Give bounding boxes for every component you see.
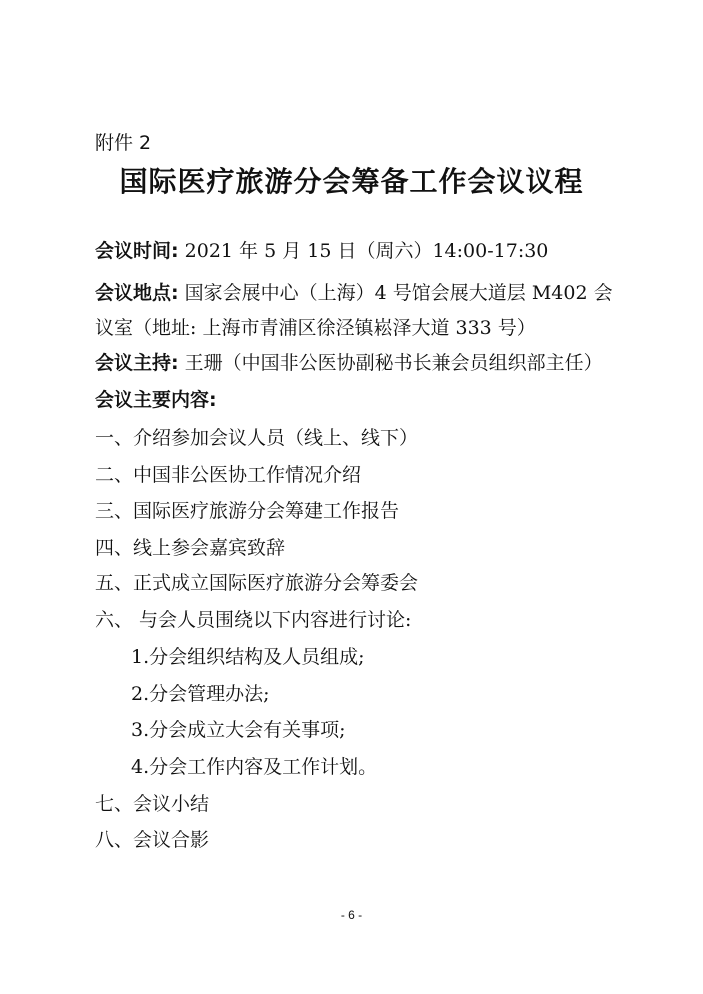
agenda-item: 七、会议小结 [95,793,210,815]
agenda-item: 八、会议合影 [95,829,210,851]
agenda-item: 五、正式成立国际医疗旅游分会筹委会 [95,572,419,594]
agenda-item: 四、线上参会嘉宾致辞 [95,537,286,559]
meeting-place-value-line1: 国家会展中心（上海）4 号馆会展大道层 M402 会 [178,282,613,304]
meeting-place-line2 [95,316,536,340]
attachment-label: 附件 2 [95,132,152,154]
meeting-place-value-line2: 议室（地址: 上海市青浦区徐泾镇崧泽大道 333 号） [95,317,536,339]
main-content-label: 会议主要内容: [95,389,217,411]
meeting-host-value: 王珊（中国非公医协副秘书长兼会员组织部主任） [178,352,603,374]
discussion-sub-item: 1.分会组织结构及人员组成; [131,646,365,668]
meeting-time-line [95,239,548,263]
agenda-item: 二、中国非公医协工作情况介绍 [95,464,362,486]
meeting-time-label: 会议时间: [95,240,179,262]
meeting-time-value: 2021 年 5 月 15 日（周六）14:00-17:30 [178,240,549,262]
discussion-sub-item: 4.分会工作内容及工作计划。 [131,756,378,778]
document-title: 国际医疗旅游分会筹备工作会议议程 [119,165,584,198]
agenda-item: 一、介绍参加会议人员（线上、线下） [95,427,419,449]
agenda-item: 六、 与会人员围绕以下内容进行讨论: [95,609,412,631]
discussion-sub-item: 2.分会管理办法; [131,683,270,705]
meeting-host-label: 会议主持: [95,352,179,374]
meeting-host-line [95,351,603,375]
agenda-item: 三、国际医疗旅游分会筹建工作报告 [95,500,400,522]
page-number: - 6 - [340,908,363,922]
meeting-place-line [95,281,613,305]
discussion-sub-item: 3.分会成立大会有关事项; [131,719,346,741]
meeting-place-label: 会议地点: [95,282,179,304]
